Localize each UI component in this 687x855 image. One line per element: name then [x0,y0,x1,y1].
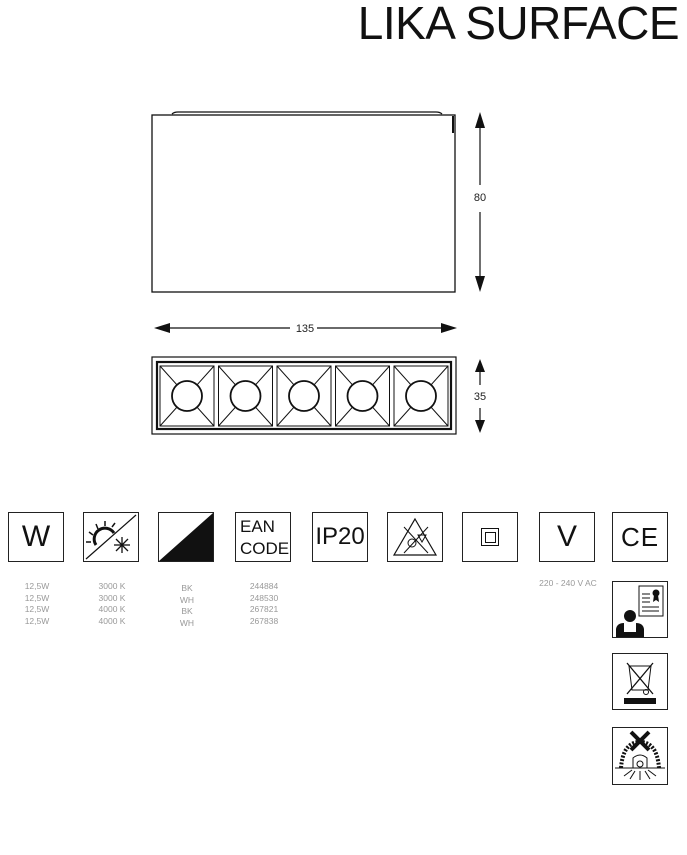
wattage-value: 12,5W [24,581,50,591]
ean-value: 244884 [249,581,279,591]
color-value: BK [181,606,193,616]
ean-column [235,581,293,627]
color-value: WH [179,594,195,605]
front-view [152,112,455,292]
color-temperature-icon [83,512,139,562]
wattage-value: 12,5W [24,615,50,626]
width-dimension [154,323,457,335]
cct-value: 4000 K [98,615,126,626]
voltage-icon [539,512,595,562]
cct-value: 3000 K [98,592,126,603]
color-value: WH [179,617,195,628]
wattage-symbol: W [21,520,51,553]
cct-value: 3000 K [98,581,126,591]
finish-color-icon [158,512,214,562]
class-ii-icon [462,512,518,562]
voltage-value: 220 - 240 V AC [539,578,597,588]
ean-value: 267821 [249,604,279,614]
voltage-column [528,578,608,590]
ean-label: EAN [240,517,275,536]
led-cell [219,366,273,426]
wattage-icon [8,512,64,562]
wattage-value: 12,5W [24,592,50,603]
ip-rating-icon [312,512,368,562]
color-value: BK [181,583,193,593]
professional-installation-icon [612,581,668,638]
ip-rating-label: IP20 [315,523,365,550]
bottom-view [152,357,456,434]
width-label: 135 [295,323,315,335]
ce-mark-icon [612,512,668,562]
led-cell [336,366,390,426]
wattage-column [8,581,66,627]
ean-code-icon [235,512,291,562]
depth-label: 35 [473,391,487,403]
color-column [158,583,216,629]
product-title: LIKA SURFACE [357,0,679,49]
voltage-symbol: V [556,520,577,553]
cct-column [83,581,141,627]
depth-dimension [474,359,486,433]
led-cell [394,366,448,426]
height-dimension [474,112,486,292]
inner-square [485,532,496,543]
no-thermal-insulation-cover-icon [612,727,668,785]
outer-square [481,528,499,546]
ean-value: 267838 [249,615,279,626]
led-cell [160,366,214,426]
cct-value: 4000 K [98,604,126,614]
wattage-value: 12,5W [24,604,50,614]
ean-value: 248530 [249,592,279,603]
height-label: 80 [473,192,487,204]
code-label: CODE [240,539,290,558]
no-insects-icon [387,512,443,562]
weee-disposal-icon [612,653,668,710]
ce-mark-label: CE [620,521,660,552]
led-cell [277,366,331,426]
